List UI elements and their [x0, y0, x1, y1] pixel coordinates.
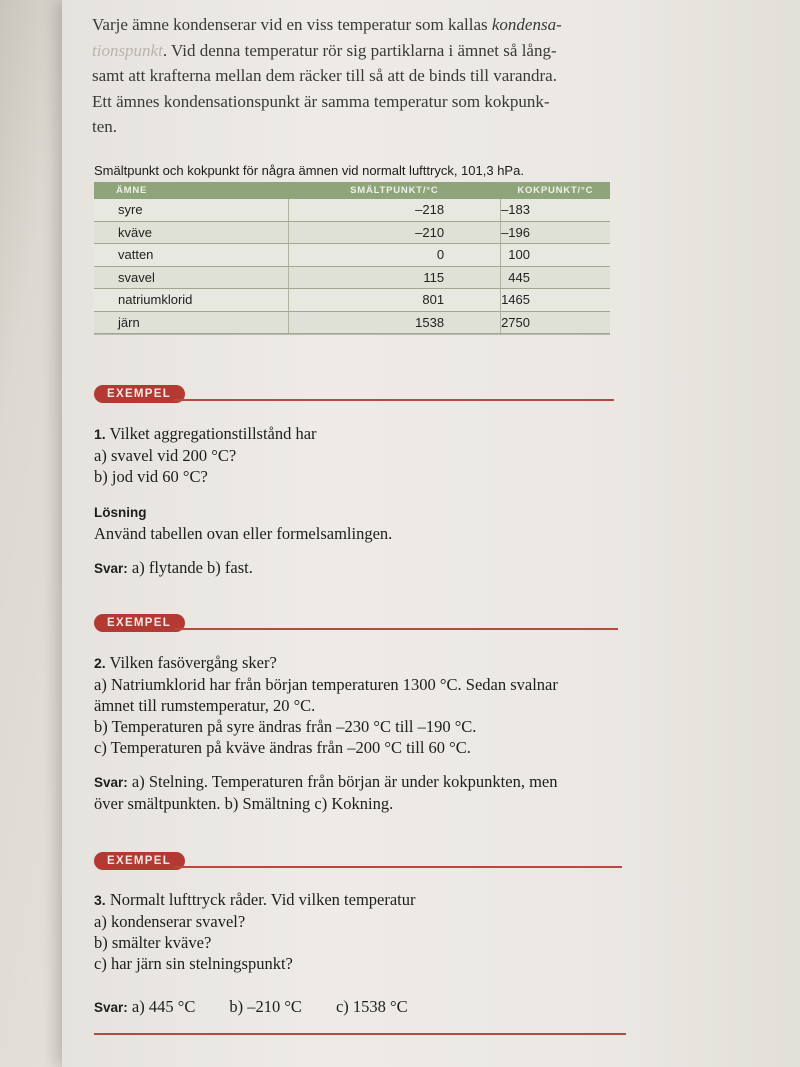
cell-melting-point: 1538: [288, 311, 500, 334]
example-1-header: [94, 385, 614, 405]
table-header-row: [94, 182, 610, 199]
example-number: 2.: [94, 655, 106, 671]
table-caption: Smältpunkt och kokpunkt för några ämnen vid normalt lufttryck, 101,3 hPa.: [94, 163, 524, 178]
example-badge: EXEMPEL: [94, 852, 185, 870]
example-3-question: [94, 889, 416, 974]
cell-melting-point: 0: [288, 244, 500, 267]
cell-melting-point: 115: [288, 266, 500, 289]
question-part: ämnet till rumstemperatur, 20 °C.: [94, 696, 316, 715]
answer-item: b) –210 °C: [229, 997, 302, 1016]
intro-line: Varje ämne kondenserar vid en viss temperatur som kallas kondensa-: [92, 15, 562, 34]
table-row: [94, 244, 610, 267]
cell-melting-point: 801: [288, 289, 500, 312]
cell-substance: svavel: [94, 266, 288, 289]
example-1-answer: [94, 557, 253, 579]
example-2-answer: [94, 771, 557, 814]
example-number: 3.: [94, 892, 106, 908]
cell-substance: vatten: [94, 244, 288, 267]
question-part: c) Temperaturen på kväve ändras från –200 °C till 60 °C.: [94, 738, 471, 757]
answer-text: a) Stelning. Temperaturen från början är under kokpunkten, men: [131, 772, 558, 791]
answer-text: över smältpunkten. b) Smältning c) Kokning.: [94, 794, 394, 813]
cell-substance: natriumklorid: [94, 289, 288, 312]
answer-text: a) flytande b) fast.: [131, 558, 253, 577]
example-1-solution: [94, 502, 392, 544]
intro-line: ten.: [92, 117, 118, 136]
cell-melting-point: –218: [288, 199, 500, 221]
answer-item: a) 445 °C: [131, 997, 196, 1016]
intro-paragraph: [92, 12, 612, 140]
answer-label: Svar:: [94, 1000, 128, 1015]
example-1-question: [94, 423, 317, 487]
table-row: [94, 311, 610, 334]
example-badge: EXEMPEL: [94, 614, 185, 632]
question-text: Vilken fasövergång sker?: [109, 653, 277, 672]
example-divider: [174, 399, 614, 401]
example-3-header: [94, 852, 622, 872]
column-header-melting-point: SMÄLTPUNKT/°C: [288, 182, 500, 199]
question-part: a) Natriumklorid har från början temperaturen 1300 °C. Sedan svalnar: [94, 675, 558, 694]
question-part: b) smälter kväve?: [94, 933, 212, 952]
solution-label: Lösning: [94, 505, 147, 520]
example-divider: [174, 866, 622, 868]
example-badge: EXEMPEL: [94, 385, 185, 403]
cell-substance: syre: [94, 199, 288, 221]
question-part: a) svavel vid 200 °C?: [94, 446, 237, 465]
bottom-divider: [94, 1033, 626, 1035]
example-number: 1.: [94, 426, 106, 442]
cell-substance: järn: [94, 311, 288, 334]
example-2-header: [94, 614, 618, 634]
column-header-boiling-point: KOKPUNKT/°C: [501, 182, 610, 199]
cell-boiling-point: –196: [501, 221, 610, 244]
question-part: b) jod vid 60 °C?: [94, 467, 208, 486]
question-part: a) kondenserar svavel?: [94, 912, 246, 931]
example-2-question: [94, 652, 558, 758]
table-row: [94, 221, 610, 244]
example-divider: [174, 628, 618, 630]
example-3-answer: [94, 996, 442, 1018]
cell-boiling-point: 2750: [501, 311, 610, 334]
table-row: [94, 289, 610, 312]
cell-melting-point: –210: [288, 221, 500, 244]
table-row: [94, 199, 610, 221]
cell-boiling-point: 100: [501, 244, 610, 267]
melting-boiling-table: [94, 182, 610, 334]
answer-label: Svar:: [94, 775, 128, 790]
question-part: b) Temperaturen på syre ändras från –230 °C till –190 °C.: [94, 717, 477, 736]
intro-line: Ett ämnes kondensationspunkt är samma temperatur som kokpunk-: [92, 91, 550, 111]
question-part: c) har järn sin stelningspunkt?: [94, 954, 293, 973]
cell-boiling-point: 445: [501, 266, 610, 289]
intro-line: tionspunkt. Vid denna temperatur rör sig partiklarna i ämnet så lång-: [92, 40, 557, 60]
column-header-substance: ÄMNE: [94, 182, 288, 199]
cell-boiling-point: 1465: [501, 289, 610, 312]
cell-boiling-point: –183: [501, 199, 610, 221]
answer-item: c) 1538 °C: [335, 997, 408, 1016]
cell-substance: kväve: [94, 221, 288, 244]
answer-label: Svar:: [94, 561, 128, 576]
table-row: [94, 266, 610, 289]
question-text: Normalt lufttryck råder. Vid vilken temperatur: [109, 890, 416, 909]
solution-text: Använd tabellen ovan eller formelsamlingen.: [94, 524, 393, 543]
question-text: Vilket aggregationstillstånd har: [109, 424, 317, 443]
intro-line: samt att krafterna mellan dem räcker till så att de binds till varandra.: [92, 66, 557, 85]
